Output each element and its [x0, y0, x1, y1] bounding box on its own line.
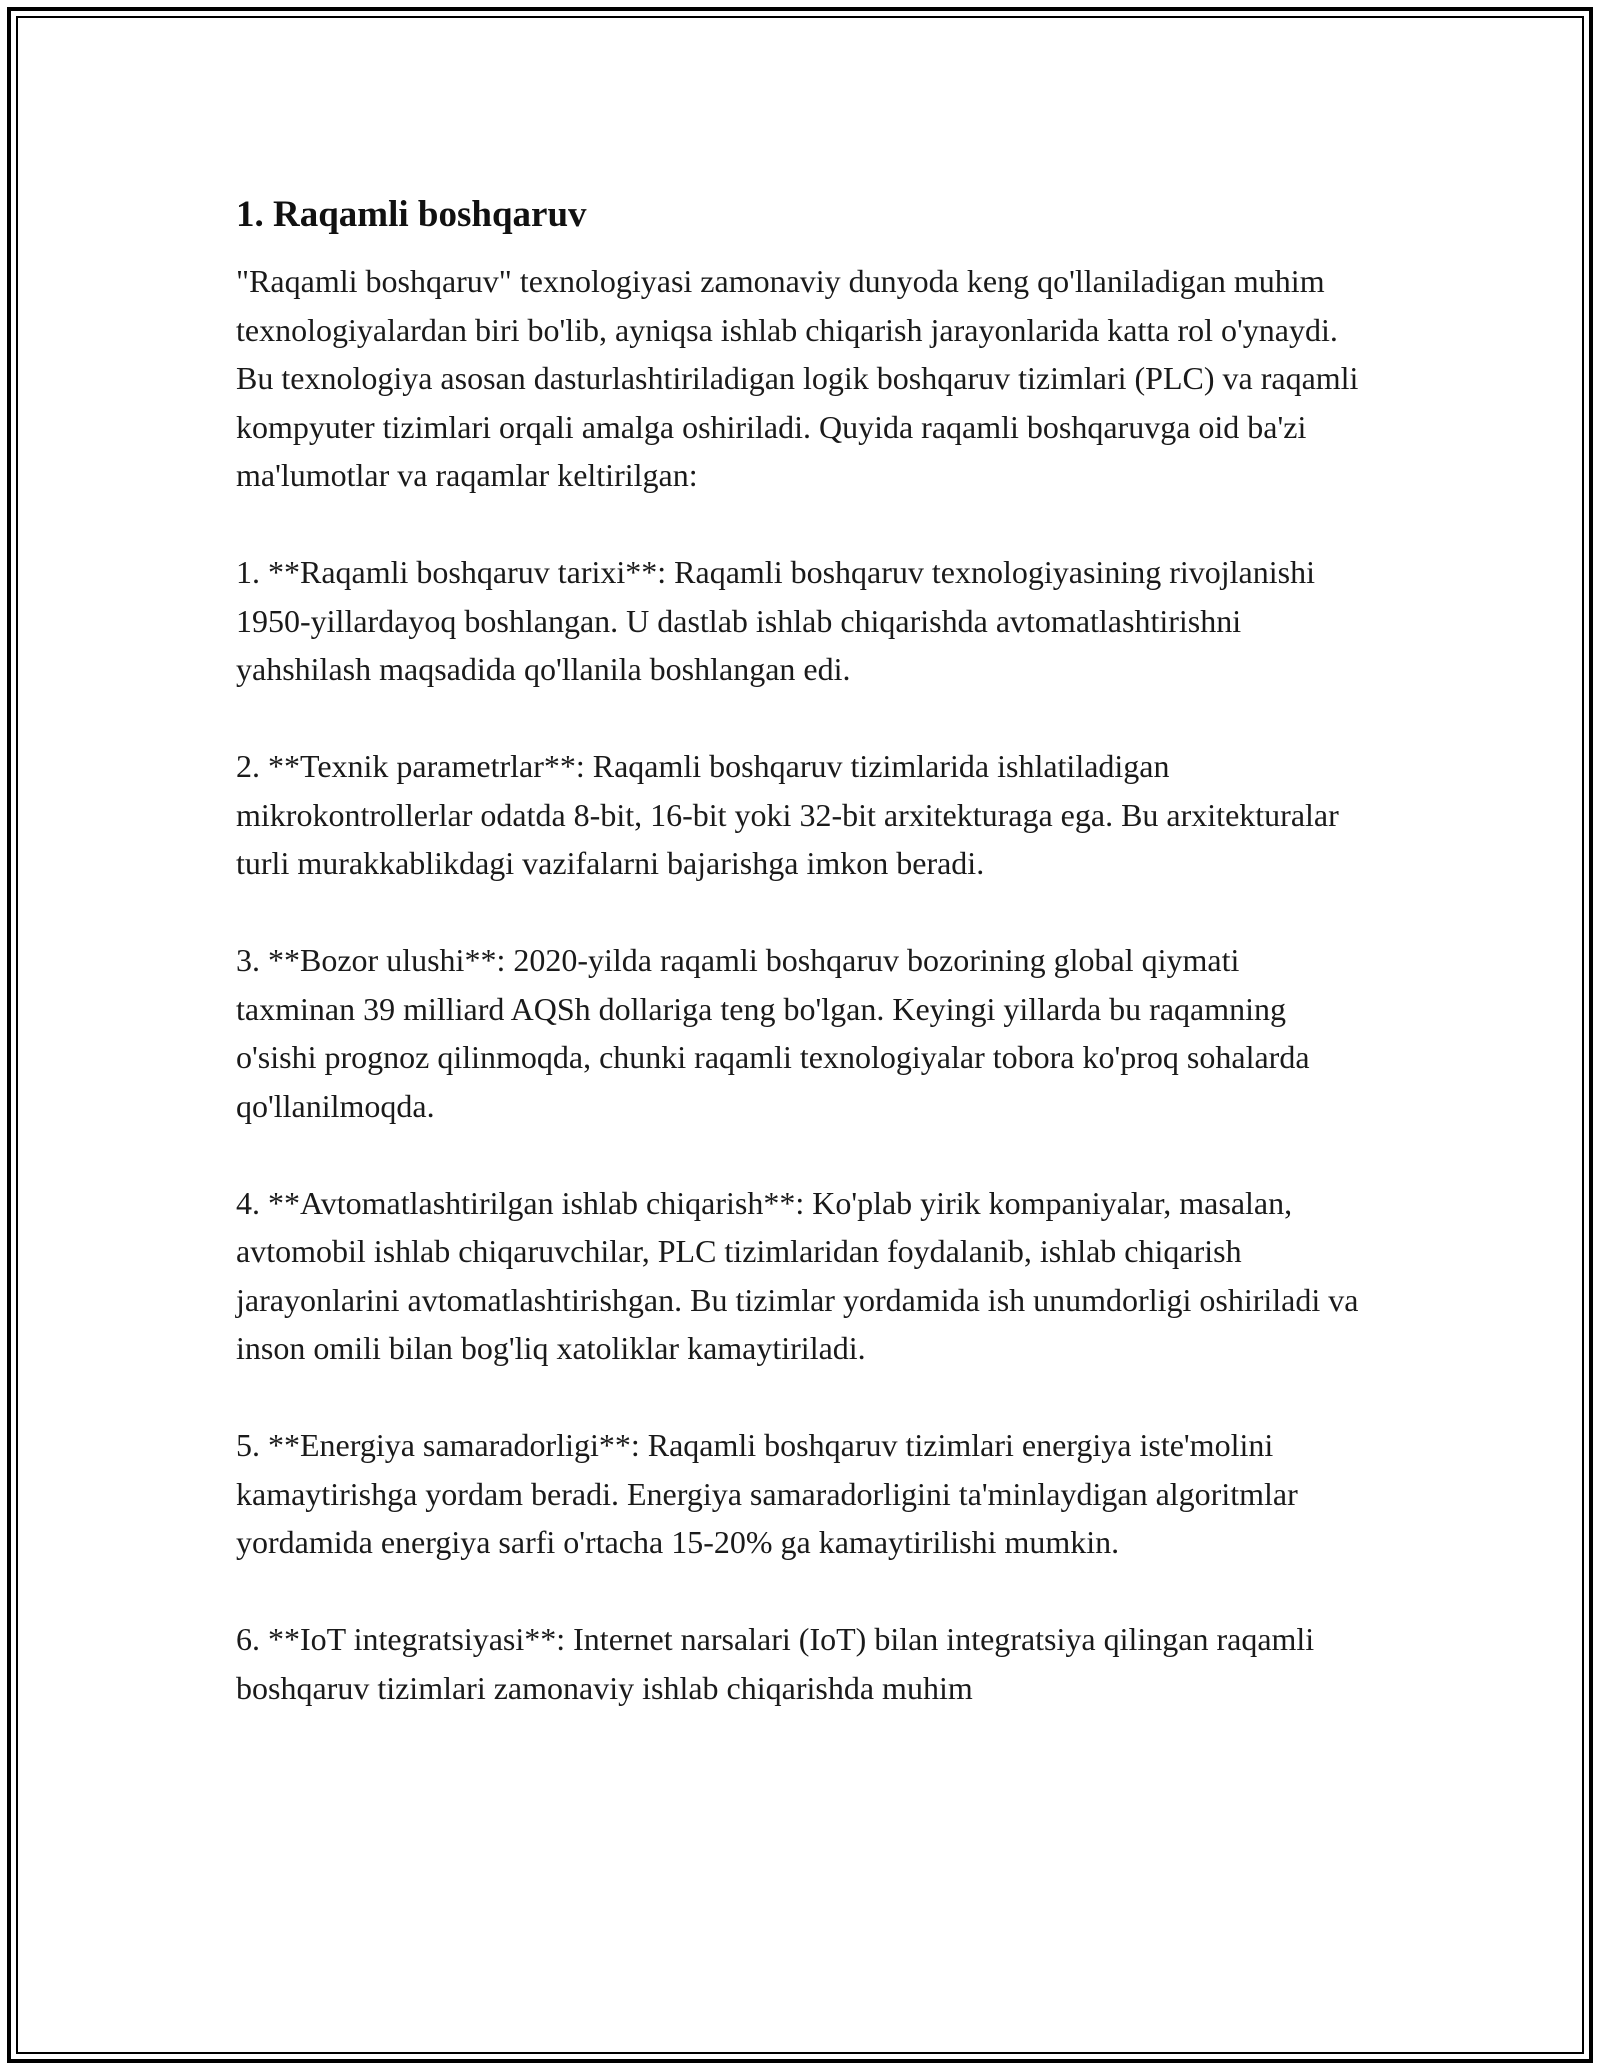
- item-iot-paragraph: 6. **IoT integratsiyasi**: Internet narsalari (IoT) bilan integratsiya qilingan raqamli boshqaruv tizimlari zamonaviy ishlab chiqarishda muhim: [236, 1621, 1315, 1706]
- item-automation-paragraph: 4. **Avtomatlashtirilgan ishlab chiqarish**: Ko'plab yirik kompaniyalar, masalan, avtomobil ishlab chiqaruvchilar, PLC tizimlaridan foydalanib, ishlab chiqarish jarayonlarini avtomatlashtirishgan. Bu tizimlar yordamida ish unumdorligi oshiriladi va inson omili bilan bog'liq xatoliklar kamaytiriladi.: [236, 1184, 1359, 1366]
- item-energy-paragraph: 5. **Energiya samaradorligi**: Raqamli boshqaruv tizimlari energiya iste'molini kamaytirishga yordam beradi. Energiya samaradorligini ta'minlaydigan algoritmlar yordamida energiya sarfi o'rtacha 15-20% ga kamaytirilishi mumkin.: [236, 1427, 1298, 1560]
- item-technical-paragraph: 2. **Texnik parametrlar**: Raqamli boshqaruv tizimlarida ishlatiladigan mikrokontrollerlar odatda 8-bit, 16-bit yoki 32-bit arxitekturaga ega. Bu arxitekturalar turli murakkablikdagi vazifalarni bajarishga imkon beradi.: [236, 748, 1339, 881]
- item-history-paragraph: 1. **Raqamli boshqaruv tarixi**: Raqamli boshqaruv texnologiyasining rivojlanishi 1950-yillardayoq boshlangan. U dastlab ishlab chiqarishda avtomatlashtirishni yahshilash maqsadida qo'llanila boshlangan edi.: [236, 554, 1315, 687]
- section-heading: 1. Raqamli boshqaruv: [236, 194, 587, 235]
- document-body: [236, 187, 1366, 1712]
- intro-paragraph: "Raqamli boshqaruv" texnologiyasi zamonaviy dunyoda keng qo'llaniladigan muhim texnologiyalardan biri bo'lib, ayniqsa ishlab chiqarish jarayonlarida katta rol o'ynaydi. Bu texnologiya asosan dasturlashtiriladigan logik boshqaruv tizimlari (PLC) va raqamli kompyuter tizimlari orqali amalga oshiriladi. Quyida raqamli boshqaruvga oid ba'zi ma'lumotlar va raqamlar keltirilgan:: [236, 263, 1359, 493]
- item-market-paragraph: 3. **Bozor ulushi**: 2020-yilda raqamli boshqaruv bozorining global qiymati taxminan 39 milliard AQSh dollariga teng bo'lgan. Keyingi yillarda bu raqamning o'sishi prognoz qilinmoqda, chunki raqamli texnologiyalar tobora ko'proq sohalarda qo'llanilmoqda.: [236, 942, 1310, 1124]
